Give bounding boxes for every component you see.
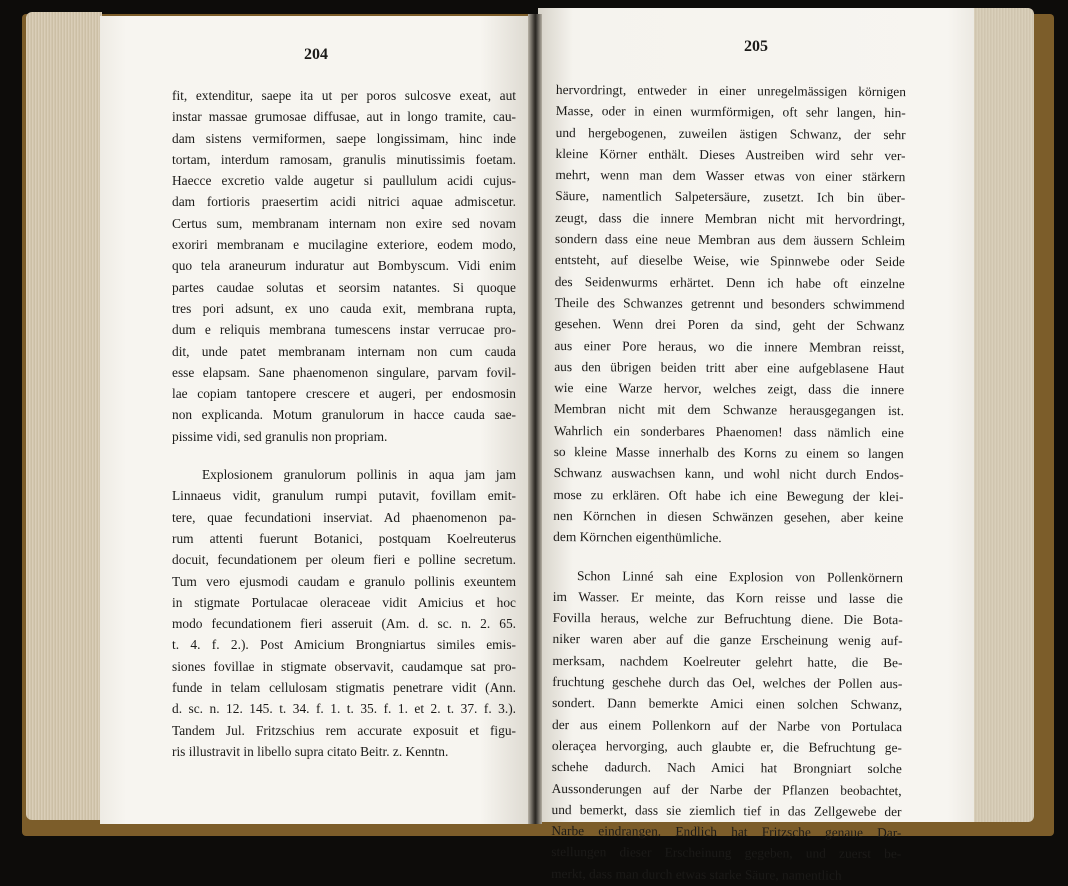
text-line: schehe dadurch. Nach Amici hat Brongniart solche — [551, 759, 902, 777]
text-line: Explosionem granulorum pollinis in aqua jam jam — [202, 467, 516, 483]
text-line: Säure, namentlich Salpetersäure, zusetzt. Ich bin über- — [555, 188, 906, 206]
text-line: Schon Linné sah eine Explosion von Pollenkörnern — [576, 567, 904, 585]
page-number: 204 — [304, 46, 328, 63]
text-line: Certus sum, membranam internam non exire sed novam — [172, 215, 516, 231]
text-line: niker waren aber auf die ganze Erscheinung wenig auf- — [552, 631, 903, 649]
text-line: so kleine Masse innerhalb des Korns zu einem so langen — [553, 444, 904, 462]
text-line: Linnaeus vidit, granulum rumpi putavit, fovillam emit- — [172, 488, 516, 504]
text-line: der aus einem Pollenkorn auf der Narbe von Portulaca — [552, 716, 903, 734]
text-line: aus den übrigen beiden tritt aber eine aufgeblasene Haut — [554, 358, 905, 376]
text-line: dam fortioris praesertim acidi nitrici aquae admiscetur. — [172, 194, 516, 210]
text-line: pissime vidi, sed granulis non propriam. — [172, 428, 388, 444]
text-line: dum e reliquis membrana tumescens instar verrucae pro- — [172, 322, 516, 338]
text-line: Schwanz auswachsen kann, und wohl nicht durch Endos- — [553, 465, 904, 483]
text-line: sondert. Dann bemerkte Amici einen solchen Schwanz, — [552, 695, 903, 713]
text-line: modo fecundationem fieri asseruit (Am. d. sc. n. 2. 65. — [172, 616, 516, 632]
left-page — [100, 16, 532, 824]
text-line: dit, unde patet membranam internam non cum cauda — [172, 343, 516, 359]
paragraph — [551, 565, 903, 886]
text-line: oleraçea hervorging, auch glaubte er, die Befruchtung ge- — [551, 737, 902, 756]
paragraph-gap — [553, 548, 903, 567]
text-line: instar massae grumosae diffusae, aut in longo tramite, cau- — [172, 109, 516, 125]
text-line: docuit, fecundationem per oleum fieri e polline secretum. — [172, 552, 516, 568]
text-line: non explicanda. Motum granulorum in hacce cauda sae- — [172, 407, 516, 423]
text-line: in stigmate Portulacae oleraceae vidit Amicius et hoc — [172, 594, 516, 610]
text-line: Haecce excretio valde augetur si paullulum acidi cujus- — [172, 173, 516, 189]
text-line: nen Körnchen in diesen Schwänzen gesehen, aber keine — [553, 507, 904, 526]
text-line: Theile des Schwanzes getrennt und besonders schwimmend — [554, 294, 905, 313]
text-line: und hergebogenen, zuweilen ästigen Schwanz, der sehr — [555, 124, 906, 142]
text-line: wie eine Warze hervor, welches zeigt, dass die innere — [554, 380, 905, 398]
text-line: zeugt, dass die innere Membran nicht mit hervordringt, — [555, 209, 906, 227]
text-line: sondern dass eine neue Membran aus dem äussern Schleim — [554, 231, 906, 249]
text-line: Fovilla heraus, welche zur Befruchtung diene. Die Bota- — [552, 610, 903, 628]
text-line: ris illustravit in libello supra citato Beitr. z. Kenntn. — [172, 743, 449, 759]
text-line: und bemerkt, dass sie ziemlich tief in das Zellgewebe der — [551, 801, 902, 819]
paragraph — [172, 464, 516, 762]
text-line: esse elapsam. Sane phaenomenon singulare, parvam fovil- — [172, 364, 516, 380]
text-line: rum attenti fuerunt Botanici, postquam Koelreuterus — [172, 530, 516, 546]
right-page-edges — [972, 8, 1034, 822]
text-line: dem Körnchen eigenthümliche. — [553, 529, 722, 546]
text-line: Membran nicht mit dem Schwanze herausgegangen ist. — [553, 401, 905, 419]
text-line: entsteht, auf dieselbe Weise, wie Spinnwebe oder Seide — [554, 252, 905, 270]
left-page-edges — [26, 12, 102, 820]
text-line: hervordringt, entweder in einer unregelmässigen körnigen — [555, 81, 906, 100]
text-line: tortam, interdum ramosam, granulis minutissimis foetam. — [172, 151, 516, 167]
text-line: funde in telam cellulosam stigmatis penetrare vidit (Ann. — [172, 680, 516, 696]
right-page — [538, 8, 974, 883]
text-line: Aussonderungen auf der Narbe der Pflanzen beobachtet, — [551, 780, 902, 798]
paragraph — [172, 85, 516, 447]
text-line: dam sistens vermiformen, saepe longissimam, hinc inde — [172, 130, 516, 146]
text-line: merkt, dass man durch etwas starke Säure, namentlich — [551, 865, 842, 883]
book-gutter — [528, 14, 542, 824]
text-line: stellungen dieser Erscheinung gegeben, und zuerst be- — [551, 844, 902, 862]
text-line: tere, quae fecundationi inserviat. Ad phaenomenon pa- — [172, 509, 516, 525]
page-body — [551, 79, 906, 886]
text-line: merksam, nachdem Koelreuter gelehrt hatte, die Be- — [552, 652, 903, 670]
text-line: mose zu erklären. Oft habe ich eine Bewegung der klei- — [553, 486, 904, 504]
text-line: tres pori adsunt, ex uno cauda exit, membrana rupta, — [172, 300, 516, 316]
text-line: Wahrlich ein sonderbares Phaenomen! dass nämlich eine — [553, 422, 904, 440]
text-line: mehrt, wenn man dem Wasser etwas von einer stärkern — [555, 167, 906, 185]
text-line: lae copiam tantopere crescere et augeri, per endosmosin — [172, 386, 516, 402]
text-line: des Seidenwurms erhärtet. Denn ich habe oft einzelne — [554, 273, 905, 291]
page-body — [172, 85, 516, 762]
text-line: Tum vero ejusmodi caudam e granulo pollinis exeuntem — [172, 573, 516, 589]
text-line: t. 4. f. 2.). Post Amicium Brongniartus similes emis- — [172, 637, 516, 653]
text-line: Tandem Jul. Fritzschius rem accurate exposuit et figu- — [172, 722, 516, 738]
paragraph — [553, 79, 906, 550]
page-number: 205 — [744, 38, 768, 55]
paragraph-gap — [172, 447, 516, 464]
text-line: siones fovillae in stigmate observavit, caudamque sat pro- — [172, 658, 516, 674]
text-line: aus einer Pore heraus, wo die innere Membran reisst, — [554, 337, 905, 355]
text-line: gesehen. Wenn drei Poren da sind, geht der Schwanz — [554, 316, 905, 334]
text-line: quo tela araneurum induratur aut Bombyscum. Vidi enim — [172, 258, 516, 274]
text-line: im Wasser. Er meinte, das Korn reisse und lasse die — [552, 588, 903, 606]
text-line: Narbe eindrangen. Endlich hat Fritzsche genaue Dar- — [551, 823, 902, 841]
text-line: partes caudae solutas et seorsim natantes. Si quoque — [172, 279, 516, 295]
text-line: fruchtung geschehe durch das Oel, welches der Pollen aus- — [552, 674, 903, 692]
text-line: Masse, oder in einen wurmförmigen, oft sehr langen, hin- — [555, 103, 906, 121]
text-line: exoriri membranam e mucilagine exteriore, eodem modo, — [172, 237, 516, 253]
text-line: d. sc. n. 12. 145. t. 34. f. 1. t. 35. f. 1. et 2. t. 37. f. 3.). — [172, 701, 516, 717]
text-line: kleine Körner enthält. Dieses Austreiben wird sehr ver- — [555, 145, 906, 164]
text-line: fit, extenditur, saepe ita ut per poros sulcosve exeat, aut — [172, 88, 516, 103]
